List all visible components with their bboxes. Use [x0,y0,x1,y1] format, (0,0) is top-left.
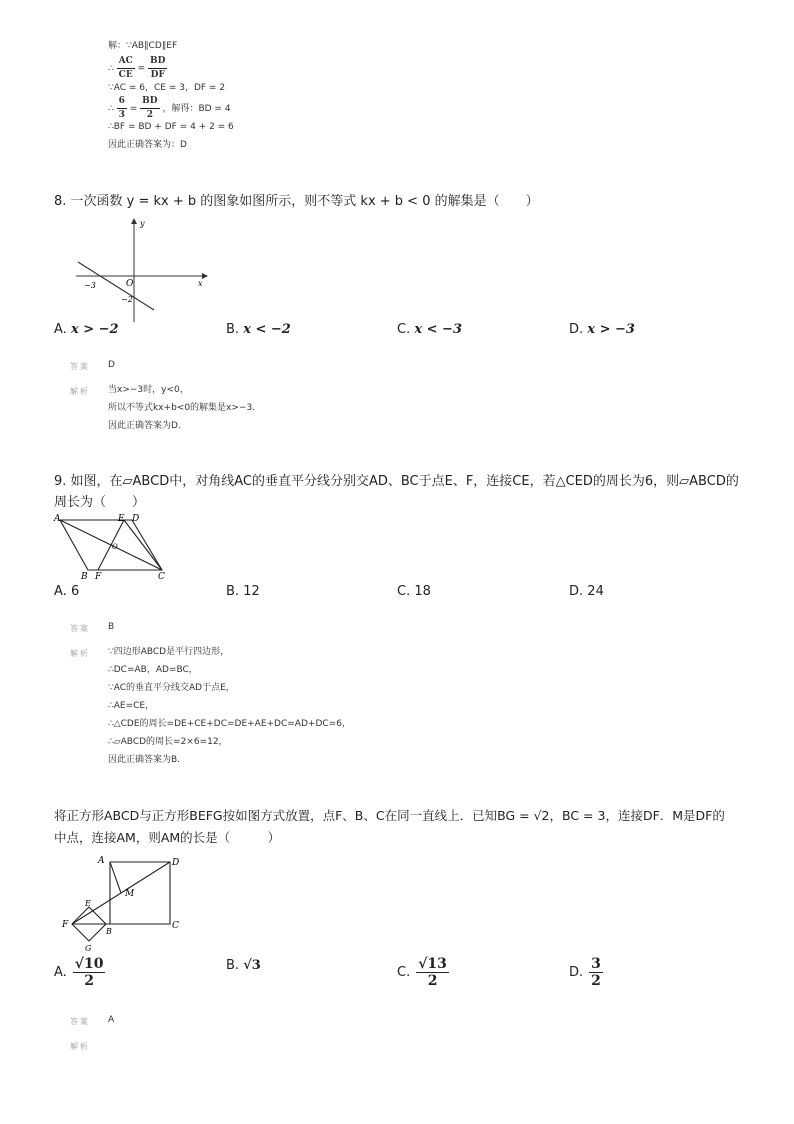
q10-option-c[interactable]: C. $\frac{√13}{2}$ [397,956,447,989]
segment-am [110,862,121,893]
perpendicular-bisector-ef [98,520,124,570]
analysis-line: ∴AE=CE， [108,701,155,711]
label-e: E [118,514,125,524]
answer-label: 答案 [70,362,90,371]
label-c: C [158,572,165,582]
label-m: M [125,889,135,899]
q8-option-d[interactable]: D. x > −3 [569,322,635,337]
analysis-line: ∴△CDE的周长=DE+CE+DC=DE+AE+DC=AD+DC=6， [108,719,351,729]
label-c: C [172,921,179,931]
x-axis-label: x [198,279,203,288]
solution-line: ∴BF = BD + DF = 4 + 2 = 6 [108,122,234,132]
q8-option-c[interactable]: C. x < −3 [397,322,462,337]
origin-label: O [126,279,134,289]
y-intercept-label: −2 [121,295,133,304]
segment-ce [124,520,162,570]
answer-label: 答案 [70,1017,90,1026]
answer-value: D [108,360,115,370]
answer-label: 答案 [70,624,90,633]
label-a: A [98,856,105,866]
analysis-line: ∵AC的垂直平分线交AD于点E， [108,683,235,693]
squares-figure [58,852,188,954]
analysis-label: 解析 [70,1042,90,1051]
solution-ratio-line: ∴ $\frac{AC}{CE}$ = $\frac{BD}{DF}$ [108,56,166,80]
label-a: A [54,514,61,524]
q9-option-a[interactable]: A. 6 [54,584,80,599]
question-8-text: 8. 一次函数 y = kx + b 的图象如图所示，则不等式 kx + b < 0 的解集是（ ） [54,194,539,209]
q8-option-a[interactable]: A. x > −2 [54,322,119,337]
solution-line: 因此正确答案为：D [108,140,187,150]
q9-option-d[interactable]: D. 24 [569,584,604,599]
linear-function-graph [74,216,210,324]
analysis-line: 当x>−3时，y<0， [108,385,189,395]
solution-line: 解：∵AB∥CD∥EF [108,41,178,51]
label-d: D [132,514,140,524]
question-10-text-line1: 将正方形ABCD与正方形BEFG按如图方式放置，点F、B、C在同一直线上．已知BG = √2，BC = 3，连接DF．M是DF的 [54,808,725,823]
analysis-label: 解析 [70,649,90,658]
q9-option-c[interactable]: C. 18 [397,584,431,599]
label-b: B [106,927,112,936]
label-f: F [95,572,102,582]
analysis-line: 所以不等式kx+b<0的解集是x>−3. [108,403,256,413]
analysis-line: ∴DC=AB，AD=BC， [108,665,198,675]
question-9-text-line2: 周长为（ ） [54,495,146,510]
analysis-line: ∵四边形ABCD是平行四边形， [108,647,230,657]
answer-value: B [108,622,115,632]
question-10-text-line2: 中点，连接AM，则AM的长是（ ） [54,830,281,845]
label-f: F [62,920,69,930]
label-g: G [85,944,92,953]
label-o: O [112,543,118,551]
analysis-line: 因此正确答案为B. [108,755,181,765]
y-axis-arrow [131,218,137,224]
x-intercept-label: −3 [84,281,96,290]
question-9-text-line1: 9. 如图，在▱ABCD中，对角线AC的垂直平分线分别交AD、BC于点E、F，连接CE，若△CED的周长为6，则▱ABCD的 [54,474,739,489]
answer-value: A [108,1015,115,1025]
analysis-line: ∴▱ABCD的周长=2×6=12， [108,737,228,747]
q10-option-b[interactable]: B. √3 [226,958,261,973]
square-abcd [110,862,170,924]
q8-option-b[interactable]: B. x < −2 [226,322,291,337]
label-d: D [172,858,180,868]
analysis-label: 解析 [70,387,90,396]
analysis-line: 因此正确答案为D. [108,421,181,431]
solution-ratio-line: ∴ $\frac{6}{3}$ = $\frac{BD}{2}$ ，解得：BD = 4 [108,96,231,120]
x-axis-arrow [202,273,208,279]
label-e: E [85,899,91,908]
q10-option-a[interactable]: A. $\frac{√10}{2}$ [54,956,104,989]
label-b: B [81,572,88,582]
q10-option-d[interactable]: D. $\frac{3}{2}$ [569,956,601,989]
y-axis-label: y [140,219,145,228]
q9-option-b[interactable]: B. 12 [226,584,260,599]
solution-line: ∵AC = 6，CE = 3，DF = 2 [108,83,226,93]
parallelogram-figure [52,512,172,582]
